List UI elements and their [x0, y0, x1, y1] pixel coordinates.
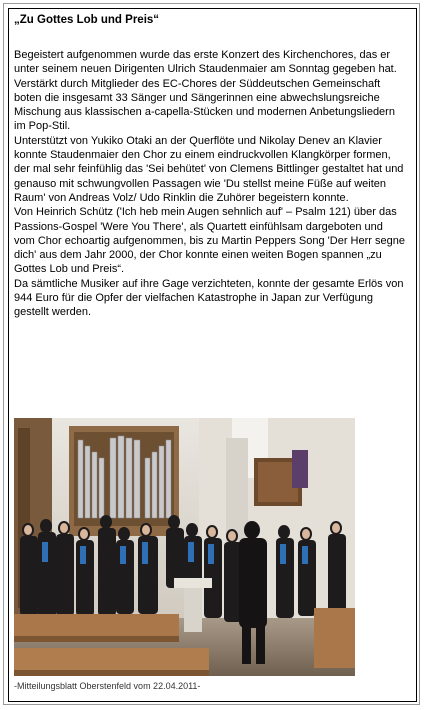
paragraph-support: Unterstützt von Yukiko Otaki an der Querflöte und Nikolay Denev an Klavier konnte Staudenmaier den Chor zu einem eindruckvollen Klangkörper formen, der mal sehr feinfühlig das 'Sei behütet' von Clemens Bittlinger gestaltet hat und genauso mit schwungvollen Passagen wie 'Du stellst meine Füße auf weiten Raum' von Andreas Volz/ Udo Rinklin die Zuhörer begeistern konnte. [14, 134, 404, 204]
paragraph-intro: Begeistert aufgenommen wurde das erste Konzert des Kirchenchores, das er unter seinem neuen Dirigenten Ulrich Staudenmaier am Sonntag gegeben hat. Verstärkt durch Mitglieder des EC-Chores der Süddeutschen Gemeinschaft boten die insgesamt 33 Sänger und Sängerinnen eine abwechslungsreiche Mischung aus klassischen a-capella-Stücken und modernen Anbetungsliedern im Pop-Stil. [14, 49, 397, 133]
choir-photo-illustration [14, 418, 355, 676]
choir-concert-photo [14, 418, 355, 676]
article-body [14, 48, 406, 320]
article-title: „Zu Gottes Lob und Preis“ [14, 14, 160, 26]
paragraph-repertoire: Von Heinrich Schütz ('Ich heb mein Augen sehnlich auf' – Psalm 121) über das Passions-Gospel 'Were You There', als Quartett einfühlsam dargeboten und vom Chor echoartig aufgenommen, bis zu Martin Peppers Song 'Der Herr segne dich' aus dem Jahr 2000, der Chor konnte einen weiten Bogen spannen „zu Gottes Lob und Preis“. [14, 206, 405, 276]
source-caption: -Mitteilungsblatt Oberstenfeld vom 22.04.2011- [14, 681, 201, 691]
paragraph-donation: Da sämtliche Musiker auf ihre Gage verzichteten, konnte der gesamte Erlös von 944 Euro für die Opfer der vielfachen Katastrophe in Japan zur Verfügung gestellt werden. [14, 277, 404, 319]
